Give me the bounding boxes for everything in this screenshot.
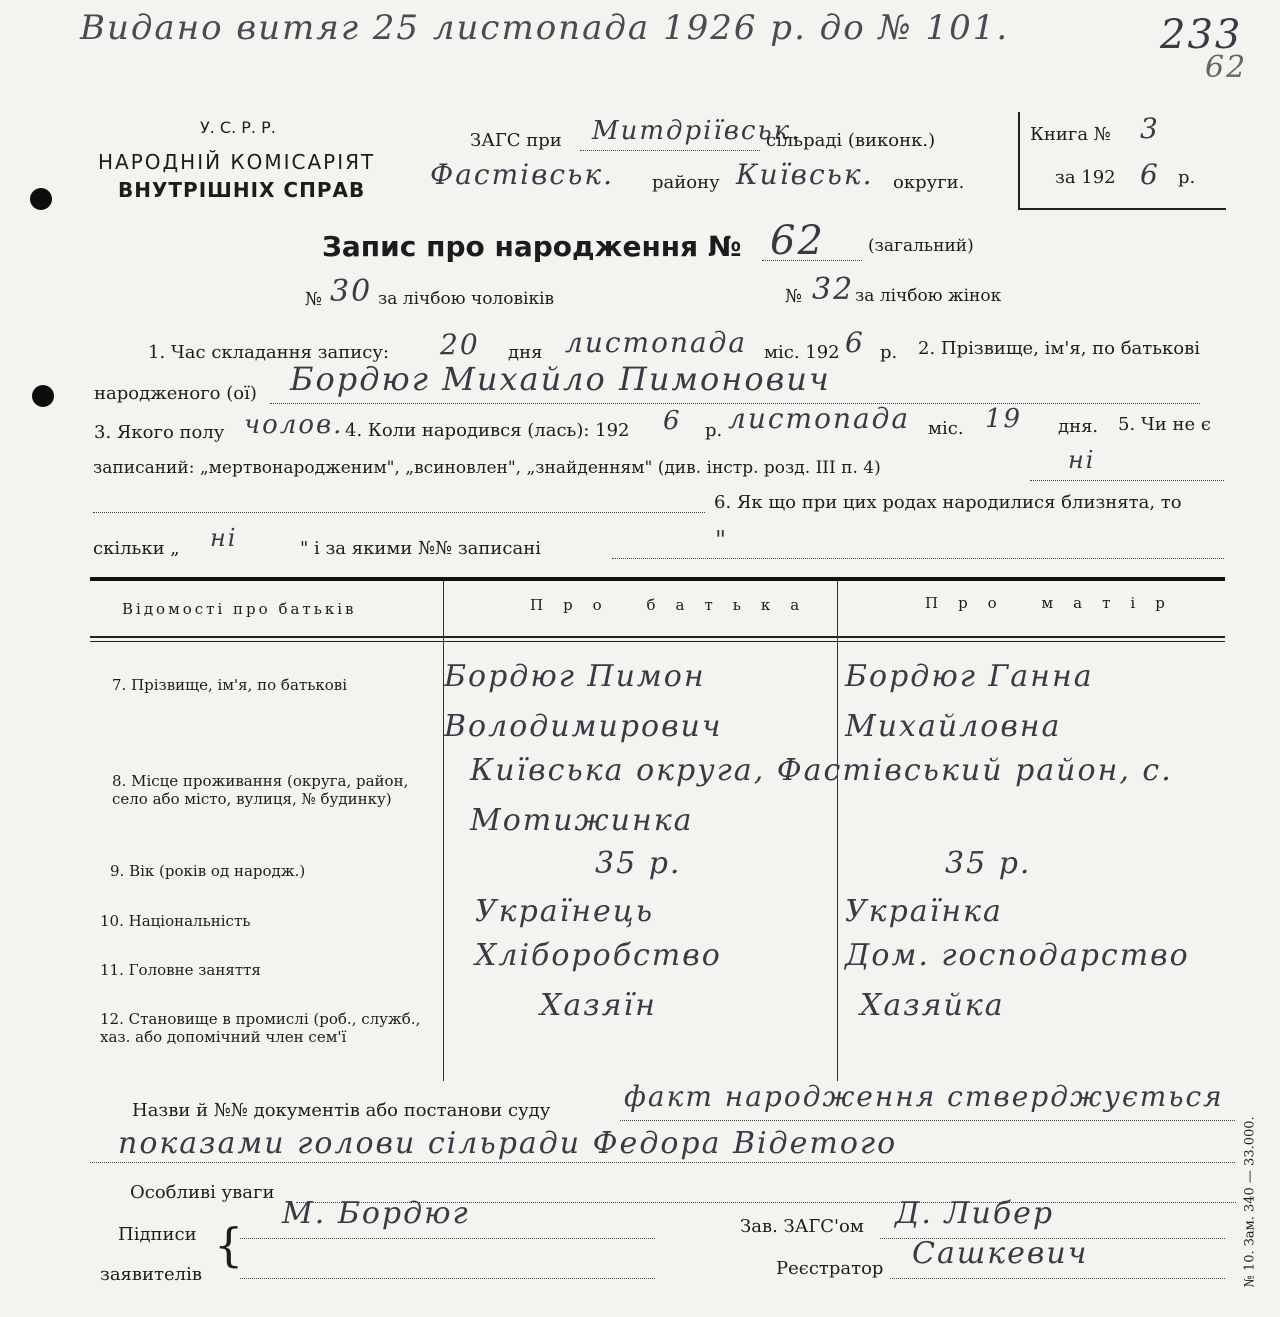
- birth-year: 6: [663, 406, 682, 436]
- table-header-rule2: [90, 641, 1225, 642]
- field6-label3: " і за якими №№ записані: [300, 538, 541, 559]
- father-residence: Київська округа, Фастівський район, с. Мотижинка: [470, 753, 1173, 838]
- field5-line: [1030, 480, 1224, 481]
- page-number-alt: 62: [1205, 50, 1248, 85]
- book-label: Книга №: [1030, 124, 1111, 145]
- male-label: за лічбою чоловіків: [378, 289, 555, 309]
- female-prefix: №: [785, 286, 803, 307]
- father-age: 35 р.: [595, 846, 682, 881]
- row-label-age: 9. Вік (років од народж.): [110, 862, 306, 880]
- mother-name: Бордюг Ганна Михайловна: [845, 659, 1094, 744]
- newborn-name: Бордюг Михайло Пимонович: [290, 360, 831, 398]
- documents-value2: показами голови сільради Федора Відетого: [118, 1126, 898, 1161]
- field6-line2: [612, 558, 1224, 559]
- birth-month-word: міс.: [928, 418, 964, 439]
- year-suffix: р.: [1178, 167, 1196, 188]
- district-label: району: [652, 172, 720, 193]
- record-number: 62: [770, 218, 825, 264]
- field4-label: 4. Коли народився (лась): 192: [345, 420, 630, 441]
- zags-village: Митдріївськ.: [592, 116, 802, 146]
- documents-line: [620, 1120, 1235, 1121]
- remarks-label: Особливі уваги: [130, 1182, 275, 1203]
- book-box-bottom: [1018, 208, 1226, 210]
- father-name: Бордюг Пимон Володимирович: [444, 659, 723, 744]
- male-prefix: №: [305, 289, 323, 310]
- signatures-label: Підписи: [118, 1224, 197, 1245]
- field6-blank-line: [93, 512, 705, 513]
- field1-day: 20: [440, 328, 480, 361]
- field6-label2: скільки „: [93, 538, 180, 559]
- book-number: 3: [1140, 112, 1160, 145]
- zags-suffix: сільраді (виконк.): [766, 130, 936, 151]
- row-label-occupation: 11. Головне заняття: [100, 961, 261, 979]
- registrar-label: Реєстратор: [776, 1258, 884, 1279]
- field1-day-word: дня: [508, 342, 543, 363]
- row-label-name: 7. Прізвище, ім'я, по батькові: [112, 676, 348, 694]
- commissariat-line2: ВНУТРІШНІХ СПРАВ: [118, 178, 366, 202]
- field5-label: 5. Чи не є: [1118, 414, 1211, 435]
- documents-line2: [90, 1162, 1235, 1163]
- field5-label2: записаний: „мертвонародженим", „всиновлен", „знайденням" (див. інстр. розд. III п. 4): [93, 458, 881, 478]
- field3-label: 3. Якого полу: [94, 422, 225, 443]
- commissariat-line1: НАРОДНІЙ КОМІСАРІЯТ: [98, 150, 376, 174]
- mother-nationality: Українка: [845, 894, 1003, 929]
- field1-label: 1. Час складання запису:: [148, 342, 390, 363]
- applicant-signature: М. Бордюг: [282, 1196, 470, 1231]
- okruha-label: округи.: [893, 172, 965, 193]
- birth-year-suffix: р.: [705, 420, 723, 441]
- table-header-rule: [90, 636, 1225, 638]
- field1-month: листопада: [565, 326, 748, 359]
- field2-label2: народженого (ої): [94, 383, 257, 404]
- side-print: № 10. Зам. 340 — 33.000.: [1242, 1116, 1258, 1288]
- mother-status: Хазяйка: [860, 988, 1005, 1023]
- registrar-line: [890, 1278, 1225, 1279]
- row-label-status: 12. Становище в промислі (роб., служб., хаз. або допомічний член сем'ї: [100, 1010, 421, 1046]
- male-number: 30: [330, 274, 373, 309]
- republic-label: У. С. Р. Р.: [200, 118, 276, 137]
- head-label: Зав. ЗАГС'ом: [740, 1216, 864, 1237]
- record-number-line: [762, 260, 862, 261]
- year-prefix: за 192: [1055, 167, 1116, 188]
- binder-hole: [32, 385, 54, 407]
- female-label: за лічбою жінок: [855, 286, 1002, 306]
- birth-day: 19: [985, 404, 1023, 434]
- record-title: Запис про народження №: [322, 230, 742, 263]
- registrar-signature: Сашкевич: [912, 1236, 1089, 1271]
- mother-occupation: Дом. господарство: [845, 938, 1190, 973]
- year-digit: 6: [1140, 158, 1160, 191]
- field2-label: 2. Прізвище, ім'я, по батькові: [918, 338, 1201, 359]
- applicant-line1: [240, 1238, 655, 1239]
- district-handwritten: Фастівськ.: [430, 158, 614, 191]
- birth-month: листопада: [728, 402, 911, 435]
- head-signature: Д. Либер: [895, 1196, 1055, 1231]
- signatures-brace: {: [214, 1218, 244, 1272]
- page-number: 233: [1160, 12, 1243, 58]
- okruha-handwritten: Київськ.: [736, 158, 874, 191]
- table-top-rule: [90, 577, 1225, 581]
- sex-value: чолов.: [244, 410, 344, 440]
- record-note: (загальний): [868, 236, 974, 256]
- father-status: Хазяїн: [540, 988, 657, 1023]
- top-note: Видано витяг 25 листопада 1926 р. до № 101.: [80, 8, 1010, 48]
- zags-prefix: ЗАГС при: [470, 130, 562, 151]
- col-header-info: Відомості про батьків: [122, 600, 357, 618]
- row-label-nationality: 10. Національність: [100, 912, 251, 930]
- col-header-mother: Про матір: [925, 594, 1185, 612]
- field1-year-suffix: р.: [880, 342, 898, 363]
- documents-label: Назви й №№ документів або постанови суду: [132, 1100, 551, 1121]
- binder-hole: [30, 188, 52, 210]
- zags-village-line: [580, 150, 760, 151]
- twins-count: ні: [210, 524, 238, 552]
- documents-value: факт народження стверджується: [624, 1080, 1224, 1113]
- field1-month-word: міс. 192: [764, 342, 840, 363]
- signatures-label2: заявителів: [100, 1264, 202, 1285]
- father-occupation: Хліборобство: [475, 938, 722, 973]
- birth-day-word: дня.: [1058, 416, 1099, 437]
- mother-age: 35 р.: [945, 846, 1032, 881]
- field1-year: 6: [845, 326, 865, 359]
- female-number: 32: [812, 272, 855, 307]
- twins-numbers: ": [715, 526, 729, 554]
- row-label-residence: 8. Місце проживання (округа, район, село або місто, вулиця, № будинку): [112, 772, 409, 808]
- father-nationality: Українець: [475, 894, 655, 929]
- col-header-father: Про батька: [530, 596, 820, 614]
- field5-value: ні: [1068, 446, 1096, 474]
- field6-label: 6. Як що при цих родах народилися близнята, то: [714, 492, 1182, 513]
- book-box: [1018, 112, 1020, 210]
- applicant-line2: [240, 1278, 655, 1279]
